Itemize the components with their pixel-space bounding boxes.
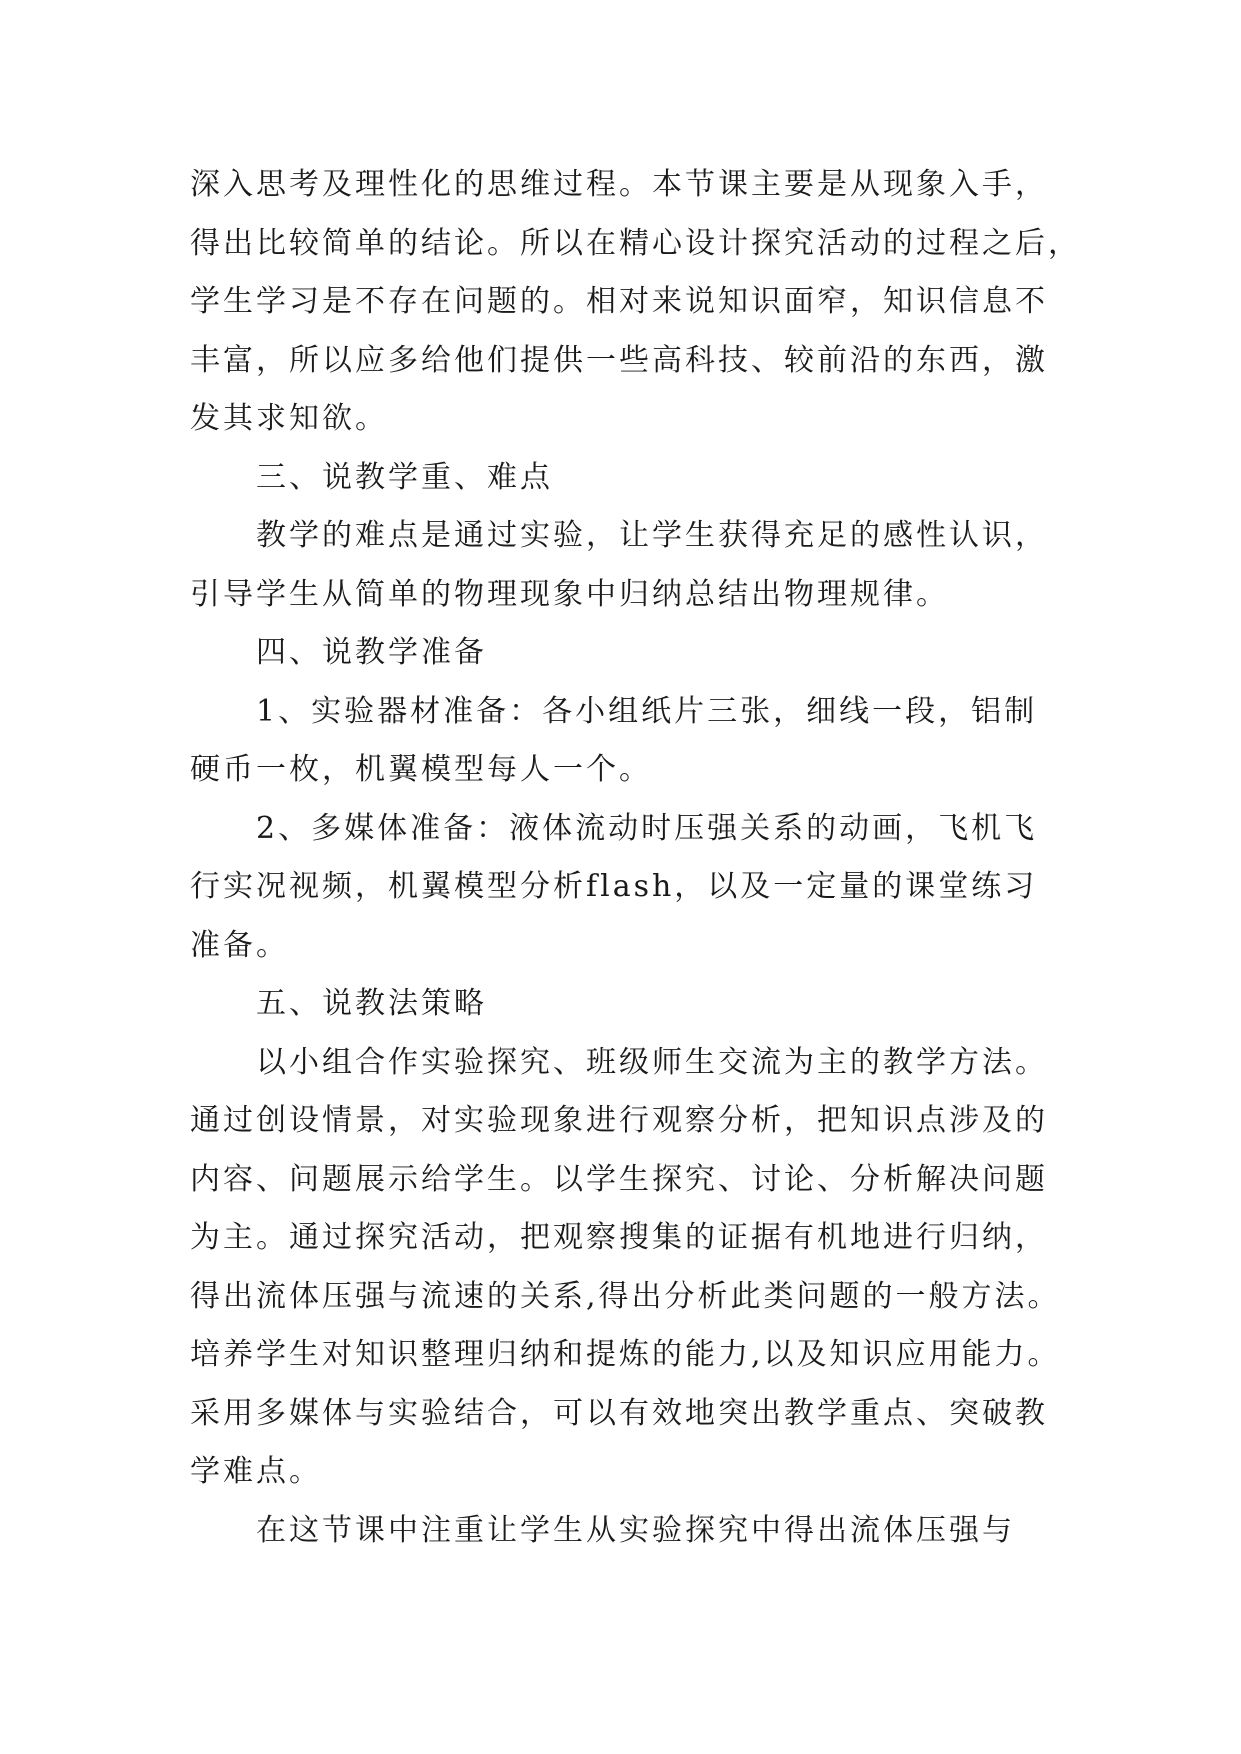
text-line: 2、多媒体准备：液体流动时压强关系的动画，飞机飞 [256, 810, 1038, 846]
text-line: 准备。 [190, 927, 289, 963]
text-line: 为主。通过探究活动，把观察搜集的证据有机地进行归纳， [190, 1220, 1048, 1255]
text-line: 在这节课中注重让学生从实验探究中得出流体压强与 [256, 1512, 1015, 1548]
text-line: 以小组合作实验探究、班级师生交流为主的教学方法。 [256, 1044, 1048, 1080]
text-line: 发其求知欲。 [190, 401, 388, 436]
text-line: 得出比较简单的结论。所以在精心设计探究活动的过程之后， [190, 225, 1081, 261]
text-line: 学难点。 [190, 1454, 322, 1489]
text-line: 1、实验器材准备：各小组纸片三张，细线一段，铝制 [256, 693, 1038, 729]
text-line: 行实况视频，机翼模型分析flash，以及一定量的课堂练习 [190, 869, 1038, 904]
text-line: 培养学生对知识整理归纳和提炼的能力,以及知识应用能力。 [190, 1337, 1061, 1372]
section-heading: 四、说教学准备 [256, 635, 487, 670]
text-line: 硬币一枚，机翼模型每人一个。 [190, 752, 652, 787]
text-line: 教学的难点是通过实验，让学生获得充足的感性认识， [256, 518, 1048, 553]
text-line: 丰富，所以应多给他们提供一些高科技、较前沿的东西，激 [190, 342, 1048, 378]
document-body [190, 156, 1090, 1560]
text-line: 通过创设情景，对实验现象进行观察分析，把知识点涉及的 [190, 1103, 1048, 1138]
text-line: 引导学生从简单的物理现象中归纳总结出物理规律。 [190, 576, 949, 612]
text-line: 得出流体压强与流速的关系,得出分析此类问题的一般方法。 [190, 1278, 1061, 1314]
text-line: 深入思考及理性化的思维过程。本节课主要是从现象入手， [190, 167, 1048, 202]
text-line: 学生学习是不存在问题的。相对来说知识面窄，知识信息不 [190, 284, 1048, 319]
text-line: 采用多媒体与实验结合，可以有效地突出教学重点、突破教 [190, 1395, 1048, 1431]
section-heading: 三、说教学重、难点 [256, 459, 553, 495]
text-line: 内容、问题展示给学生。以学生探究、讨论、分析解决问题 [190, 1161, 1048, 1197]
section-heading: 五、说教法策略 [256, 986, 487, 1021]
